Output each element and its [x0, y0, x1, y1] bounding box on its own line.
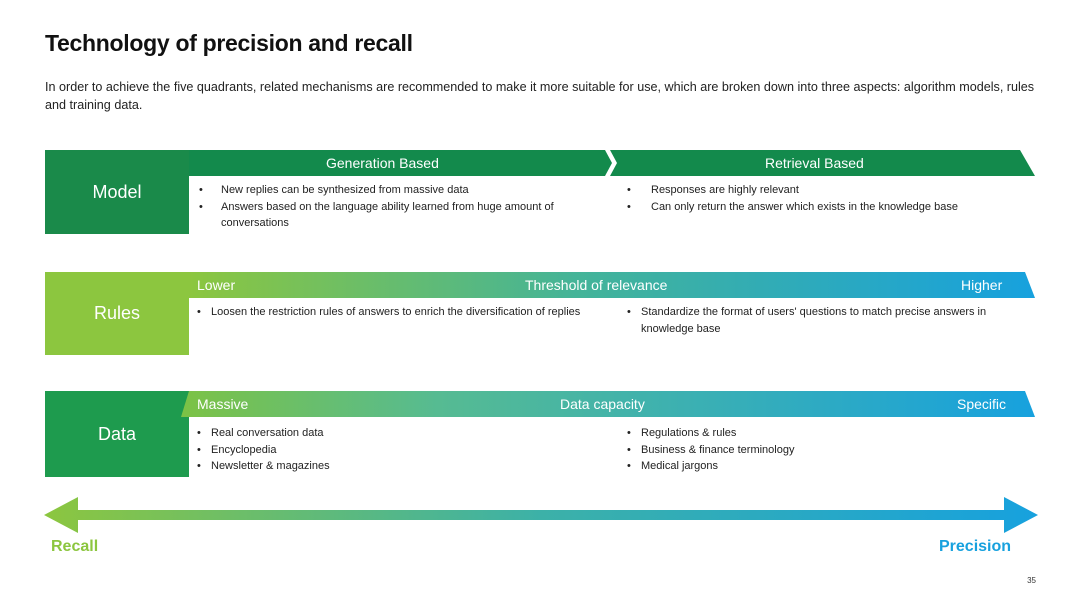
list-item: • Loosen the restriction rules of answers to enrich the diversification of replies [195, 304, 605, 321]
list-item: • Encyclopedia [195, 442, 595, 459]
model-label: Model [92, 181, 142, 202]
model-header-shape [45, 150, 1035, 176]
data-band-center: Data capacity [560, 396, 645, 412]
data-gradient-band [45, 391, 1035, 417]
list-item: • Business & finance terminology [625, 442, 1025, 459]
list-item: • Answers based on the language ability learned from huge amount of conversations [197, 199, 607, 232]
rules-label: Rules [93, 303, 141, 323]
model-right-header: Retrieval Based [765, 155, 864, 171]
page-number: 35 [1027, 576, 1036, 585]
page-subtitle: In order to achieve the five quadrants, related mechanisms are recommended to make it more suitable for use, which are broken down into three aspects: algorithm models, rules and training data. [45, 80, 1035, 112]
data-left-list [195, 425, 595, 475]
rules-right-list [625, 304, 1035, 337]
rules-band-center: Threshold of relevance [525, 277, 668, 293]
precision-label: Precision [939, 538, 1012, 555]
rules-left-list [195, 304, 605, 321]
list-item: • Newsletter & magazines [195, 458, 595, 475]
list-item: • Standardize the format of users' questions to match precise answers in knowledge base [625, 304, 1035, 337]
model-left-list [197, 182, 607, 232]
data-row [45, 391, 1035, 477]
data-band-right: Specific [957, 396, 1007, 412]
model-header-band [45, 150, 1035, 176]
page-title: Technology of precision and recall [45, 30, 413, 56]
rules-row [45, 272, 1035, 356]
data-right-list [625, 425, 1025, 475]
rules-gradient-band [45, 272, 1035, 298]
list-item: • Responses are highly relevant [625, 182, 1025, 199]
data-label: Data [97, 423, 137, 444]
recall-precision-arrow [44, 497, 1038, 533]
rules-band-left: Lower [197, 277, 236, 293]
model-left-header: Generation Based [326, 155, 439, 171]
model-row [45, 150, 1035, 234]
list-item: • Medical jargons [625, 458, 1025, 475]
list-item: • Can only return the answer which exists in the knowledge base [625, 199, 1025, 216]
rules-band-right: Higher [961, 277, 1003, 293]
model-right-list [625, 182, 1025, 215]
recall-label: Recall [51, 538, 99, 555]
list-item: • Real conversation data [195, 425, 595, 442]
data-band-left: Massive [197, 396, 249, 412]
list-item: • Regulations & rules [625, 425, 1025, 442]
data-band-shape [45, 391, 1035, 417]
list-item: • New replies can be synthesized from massive data [197, 182, 607, 199]
